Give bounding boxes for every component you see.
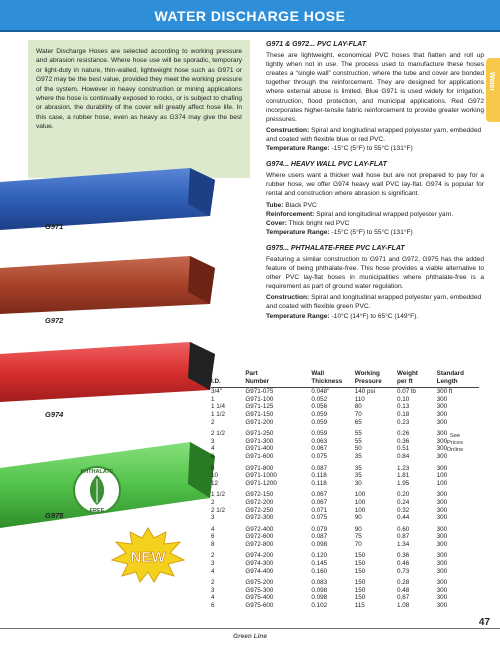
cell-weight: 0.18	[397, 410, 410, 418]
cell-weight: 0.67	[397, 594, 410, 602]
spec-line	[266, 144, 484, 153]
cell-standard-length: 300	[436, 452, 448, 460]
cell-id: 3	[211, 437, 215, 445]
cell-id: 8	[211, 464, 215, 472]
spec-line	[266, 201, 484, 210]
cell-id: 10	[211, 472, 219, 480]
cell-weight: 1.34	[397, 540, 410, 548]
cell-part-number: G971-600	[245, 452, 274, 460]
table-row	[211, 465, 479, 473]
page-header	[0, 0, 500, 32]
new-badge	[110, 526, 186, 584]
cell-standard-length: 300	[436, 586, 448, 594]
cell-wall-thickness: 0.118	[311, 479, 327, 487]
hose-label-g971: G971	[45, 222, 64, 231]
cell-working-pressure: 55	[354, 430, 362, 438]
cell-working-pressure: 70	[354, 540, 362, 548]
section-tab-label: Water	[488, 72, 495, 92]
product-section	[266, 160, 484, 237]
phthalate-free-badge	[72, 465, 122, 515]
hose-label-g974: G974	[45, 410, 64, 419]
cell-id: 2 1/2	[211, 506, 226, 514]
table-row	[211, 514, 479, 526]
spec-value: Black PVC	[283, 201, 317, 209]
cell-id: 2	[211, 418, 215, 426]
cell-weight: 1.81	[397, 472, 410, 480]
cell-wall-thickness: 0.059	[311, 418, 328, 426]
spec-value: Thick bright red PVC	[286, 219, 350, 227]
table-row	[211, 587, 479, 595]
cell-wall-thickness: 0.048"	[311, 388, 330, 396]
cell-wall-thickness: 0.075	[311, 452, 328, 460]
table-header-row	[211, 370, 479, 388]
new-badge-text: NEW	[130, 549, 166, 566]
cell-working-pressure: 115	[354, 602, 365, 610]
cell-working-pressure: 90	[354, 514, 362, 522]
table-row	[211, 579, 479, 587]
cell-wall-thickness: 0.087	[311, 464, 328, 472]
cell-id: 2 1/2	[211, 430, 226, 438]
table-row	[211, 560, 479, 568]
cell-standard-length: 300	[436, 560, 448, 568]
cell-part-number: G972-400	[245, 525, 274, 533]
footer-brand	[0, 623, 500, 642]
spec-line	[266, 293, 484, 311]
see-prices-line3: Online	[446, 446, 464, 453]
cell-standard-length: 100	[436, 479, 448, 487]
cell-weight: 0.73	[397, 567, 410, 575]
cell-wall-thickness: 0.063	[311, 437, 328, 445]
cell-part-number: G971-800	[245, 464, 274, 472]
cell-weight: 0.07 lb	[397, 388, 416, 396]
cell-weight: 0.10	[397, 395, 410, 403]
spec-line	[266, 126, 484, 144]
cell-working-pressure: 35	[354, 464, 362, 472]
cell-working-pressure: 100	[354, 491, 366, 499]
badge-free-text: FREE	[89, 508, 105, 514]
cell-id: 2	[211, 498, 215, 506]
table-row	[211, 602, 479, 610]
cell-working-pressure: 35	[354, 452, 362, 460]
cell-part-number: G971-1000	[245, 472, 277, 480]
cell-weight: 0.20	[397, 491, 410, 499]
table-row	[211, 541, 479, 553]
cell-weight: 0.36	[397, 437, 410, 445]
cell-id: 6	[211, 533, 215, 541]
badge-phthalate-text: PHTHALATE	[80, 469, 114, 475]
cell-working-pressure: 110	[354, 395, 365, 403]
table-row	[211, 507, 479, 515]
cell-part-number: G971-1200	[245, 479, 277, 487]
cell-standard-length: 300 ft	[436, 388, 453, 396]
cell-standard-length: 300	[436, 533, 448, 541]
cell-weight: 0.46	[397, 560, 410, 568]
hose-g974-image	[0, 336, 215, 416]
cell-working-pressure: 90	[354, 525, 362, 533]
cell-wall-thickness: 0.120	[311, 552, 328, 560]
cell-standard-length: 300	[436, 567, 448, 575]
intro-text: Water Discharge Hoses are selected according to working pressure and abrasion resistance. Where hose use will be sporadic, temporary or light-duty in nature, thin-walled, lightweight hose such as G971 or G972 may be the best value, provided they meet the working pressure of the system. However in heavy construction or mining applications where the hose is continually exposed to rocks, or is subject to chafing or abrasion, the durability of the cover will greatly affect hose life. In this case, a rubber hose, even as heavy as G374 may give the best value.	[36, 48, 242, 131]
spec-value: Spiral and longitudinal wrapped polyester yarn, embedded and coated with flexible blue or red PVC.	[266, 126, 482, 143]
cell-wall-thickness: 0.059	[311, 430, 328, 438]
cell-part-number: G971-125	[245, 403, 274, 411]
section-body: Where users want a thicker wall hose but are not prepared to pay for a rubber hose, we offer G974 heavy wall PVC lay-flat. G974 is popular for rental and construction where abrasion is significant.	[266, 172, 484, 198]
cell-working-pressure: 150	[354, 586, 366, 594]
cell-part-number: G972-800	[245, 540, 274, 548]
cell-wall-thickness: 0.067	[311, 498, 328, 506]
section-tab[interactable]	[486, 58, 500, 122]
cell-working-pressure: 100	[354, 498, 366, 506]
hose-g972-image	[0, 250, 215, 330]
cell-part-number: G975-600	[245, 602, 274, 610]
cell-standard-length: 300	[436, 579, 448, 587]
cell-weight: 1.95	[397, 479, 410, 487]
section-body: These are lightweight, economical PVC hoses that flatten and roll up tightly when not in use. The process used to manufacture these hoses creates a “single wall” construction, where the tube and cover are bonded together through the reinforcement. They are designed for applications where external abuse is limited. Blue G971 is used widely for irrigation, construction, flood protection, and municipal applications. Red G972 incorporates higher-tensile fabric reinforcement to provide greater working pressures.	[266, 52, 484, 123]
table-row	[211, 491, 479, 499]
cell-part-number: G972-150	[245, 491, 274, 499]
table-row	[211, 533, 479, 541]
cell-working-pressure: 100	[354, 506, 366, 514]
intro-box	[28, 40, 250, 178]
cell-id: 4	[211, 567, 215, 575]
spec-label: Construction:	[266, 126, 310, 134]
footer-brand-text: Green Line	[227, 633, 273, 640]
header-working-pressure: Working Pressure	[355, 370, 397, 388]
cell-working-pressure: 140 psi	[354, 388, 376, 396]
spec-label: Reinforcement:	[266, 210, 315, 218]
see-prices-line2: Prices	[446, 439, 464, 446]
cell-standard-length: 300	[436, 525, 448, 533]
cell-id: 1	[211, 395, 215, 403]
header-part-number: Part Number	[245, 370, 311, 388]
cell-standard-length: 300	[436, 395, 448, 403]
section-title: G975... PHTHALATE-FREE PVC LAY-FLAT	[266, 244, 405, 252]
cell-part-number: G971-150	[245, 410, 274, 418]
table-row	[211, 480, 479, 492]
table-row	[211, 472, 479, 480]
cell-standard-length: 300	[436, 498, 448, 506]
cell-id: 8	[211, 540, 215, 548]
cell-wall-thickness: 0.087	[311, 533, 328, 541]
cell-id: 3	[211, 586, 215, 594]
cell-part-number: G974-400	[245, 567, 274, 575]
cell-weight: 0.26	[397, 430, 410, 438]
header-weight: Weight per ft	[397, 370, 437, 388]
spec-table	[211, 370, 479, 610]
cell-standard-length: 300	[436, 410, 448, 418]
cell-part-number: G974-200	[245, 552, 274, 560]
cell-id: 1 1/2	[211, 491, 226, 499]
cell-standard-length: 300	[436, 430, 448, 438]
cell-part-number: G971-300	[245, 437, 274, 445]
cell-standard-length: 300	[436, 540, 448, 548]
spec-line	[266, 210, 484, 219]
cell-wall-thickness: 0.079	[311, 525, 328, 533]
spec-label: Temperature Range:	[266, 312, 330, 320]
cell-wall-thickness: 0.071	[311, 506, 328, 514]
cell-wall-thickness: 0.118	[311, 472, 327, 480]
description-column	[266, 40, 484, 328]
cell-weight: 0.44	[397, 514, 410, 522]
cell-standard-length: 300	[436, 403, 448, 411]
cell-id: 6	[211, 602, 215, 610]
cell-working-pressure: 30	[354, 479, 362, 487]
spec-value: -10°C (14°F) to 65°C (149°F).	[329, 312, 419, 320]
cell-part-number: G975-300	[245, 586, 274, 594]
cell-weight: 0.32	[397, 506, 410, 514]
table-row	[211, 594, 479, 602]
cell-weight: 0.48	[397, 586, 410, 594]
cell-weight: 1.23	[397, 464, 410, 472]
cell-id: 2	[211, 579, 215, 587]
cell-wall-thickness: 0.052	[311, 395, 328, 403]
cell-id: 3	[211, 514, 215, 522]
see-prices-online-link[interactable]	[432, 433, 478, 453]
cell-working-pressure: 65	[354, 418, 362, 426]
cell-weight: 1.08	[397, 602, 410, 610]
cell-working-pressure: 150	[354, 567, 366, 575]
header-id: I.D.	[211, 370, 245, 388]
cell-standard-length: 300	[436, 491, 448, 499]
spec-line	[266, 312, 484, 321]
table-row	[211, 526, 479, 534]
cell-weight: 0.24	[397, 498, 410, 506]
section-title: G971 & G972... PVC LAY-FLAT	[266, 41, 366, 48]
cell-part-number: G971-250	[245, 430, 274, 438]
spec-value: Spiral and longitudinal wrapped polyester yarn, embedded and coated with flexible green PVC.	[266, 294, 482, 311]
cell-id: 1 1/2	[211, 410, 226, 418]
spec-label: Temperature Range:	[266, 145, 330, 153]
cell-part-number: G972-250	[245, 506, 274, 514]
spec-value: -15°C (5°F) to 55°C (131°F)	[329, 228, 413, 236]
hose-g971-image	[0, 160, 215, 240]
cell-id: 1 1/4	[211, 403, 226, 411]
cell-standard-length: 300	[436, 437, 448, 445]
spec-value: -15°C (5°F) to 55°C (131°F)	[329, 145, 413, 153]
cell-weight: 0.28	[397, 579, 410, 587]
cell-standard-length: 300	[436, 594, 448, 602]
cell-part-number: G975-200	[245, 579, 274, 587]
cell-id: 4	[211, 445, 215, 453]
cell-part-number: G975-400	[245, 594, 274, 602]
cell-working-pressure: 150	[354, 560, 366, 568]
cell-part-number: G972-200	[245, 498, 274, 506]
table-row	[211, 419, 479, 431]
header-wall-thickness: Wall Thickness	[311, 370, 354, 388]
header-standard-length: Standard Length	[437, 370, 479, 388]
cell-part-number: G972-600	[245, 533, 274, 541]
spec-line	[266, 219, 484, 228]
table-row	[211, 568, 479, 580]
cell-standard-length: 300	[436, 445, 448, 453]
spec-label: Construction:	[266, 294, 310, 302]
table-row	[211, 403, 479, 411]
cell-wall-thickness: 0.102	[311, 602, 328, 610]
hose-label-g972: G972	[45, 316, 64, 325]
cell-weight: 0.23	[397, 418, 410, 426]
page-title: WATER DISCHARGE HOSE	[154, 8, 346, 24]
product-section	[266, 244, 484, 321]
cell-working-pressure: 50	[354, 445, 362, 453]
table-row	[211, 499, 479, 507]
see-prices-line1: See	[449, 433, 461, 439]
cell-part-number: G974-300	[245, 560, 274, 568]
spec-line	[266, 228, 484, 237]
cell-weight: 0.51	[397, 445, 410, 453]
cell-working-pressure: 80	[354, 403, 362, 411]
spec-label: Tube:	[266, 201, 284, 209]
cell-weight: 0.84	[397, 452, 410, 460]
cell-standard-length: 300	[436, 464, 448, 472]
cell-id: 2	[211, 552, 215, 560]
cell-id: 4	[211, 525, 215, 533]
table-row	[211, 411, 479, 419]
cell-wall-thickness: 0.056	[311, 403, 328, 411]
product-section	[266, 40, 484, 153]
cell-standard-length: 300	[436, 506, 448, 514]
cell-weight: 0.87	[397, 533, 410, 541]
cell-part-number: G971-400	[245, 445, 274, 453]
cell-standard-length: 300	[436, 552, 448, 560]
section-title: G974... HEAVY WALL PVC LAY-FLAT	[266, 161, 387, 169]
table-row	[211, 552, 479, 560]
section-body: Featuring a similar construction to G971 and G972, G975 has the added feature of being phthalate-free. This hose provides a viable alternative to other PVC lay-flat hoses in municipalities where phthalate-free is a requirement as part of ground water regulation.	[266, 255, 484, 291]
hose-label-g975: G975	[45, 511, 64, 520]
cell-standard-length: 300	[436, 418, 448, 426]
spec-value: Spiral and longitudinal wrapped polyester yarn.	[314, 210, 454, 218]
cell-standard-length: 100	[436, 472, 448, 480]
cell-id: 6	[211, 452, 215, 460]
cell-wall-thickness: 0.075	[311, 514, 328, 522]
cell-wall-thickness: 0.059	[311, 410, 328, 418]
spec-label: Cover:	[266, 219, 287, 227]
spec-label: Temperature Range:	[266, 228, 330, 236]
cell-working-pressure: 70	[354, 410, 362, 418]
cell-wall-thickness: 0.145	[311, 560, 328, 568]
cell-wall-thickness: 0.098	[311, 594, 328, 602]
cell-part-number: G971-100	[245, 395, 274, 403]
table-row	[211, 453, 479, 465]
cell-wall-thickness: 0.067	[311, 491, 328, 499]
cell-wall-thickness: 0.160	[311, 567, 328, 575]
cell-working-pressure: 150	[354, 579, 366, 587]
cell-wall-thickness: 0.098	[311, 586, 328, 594]
cell-id: 3	[211, 560, 215, 568]
cell-weight: 0.13	[397, 403, 410, 411]
table-row	[211, 396, 479, 404]
cell-working-pressure: 55	[354, 437, 362, 445]
cell-working-pressure: 150	[354, 552, 366, 560]
cell-wall-thickness: 0.067	[311, 445, 328, 453]
table-row	[211, 388, 479, 396]
cell-standard-length: 300	[436, 602, 448, 610]
cell-working-pressure: 150	[354, 594, 366, 602]
cell-wall-thickness: 0.098	[311, 540, 328, 548]
cell-id: 3/4"	[211, 388, 222, 396]
cell-working-pressure: 35	[354, 472, 362, 480]
cell-id: 12	[211, 479, 219, 487]
cell-weight: 0.36	[397, 552, 410, 560]
cell-part-number: G972-300	[245, 514, 274, 522]
cell-wall-thickness: 0.083	[311, 579, 328, 587]
cell-working-pressure: 75	[354, 533, 362, 541]
cell-part-number: G971-075	[245, 388, 274, 396]
page-number: 47	[478, 617, 490, 628]
cell-weight: 0.60	[397, 525, 410, 533]
cell-id: 4	[211, 594, 215, 602]
cell-part-number: G971-200	[245, 418, 274, 426]
cell-standard-length: 300	[436, 514, 448, 522]
